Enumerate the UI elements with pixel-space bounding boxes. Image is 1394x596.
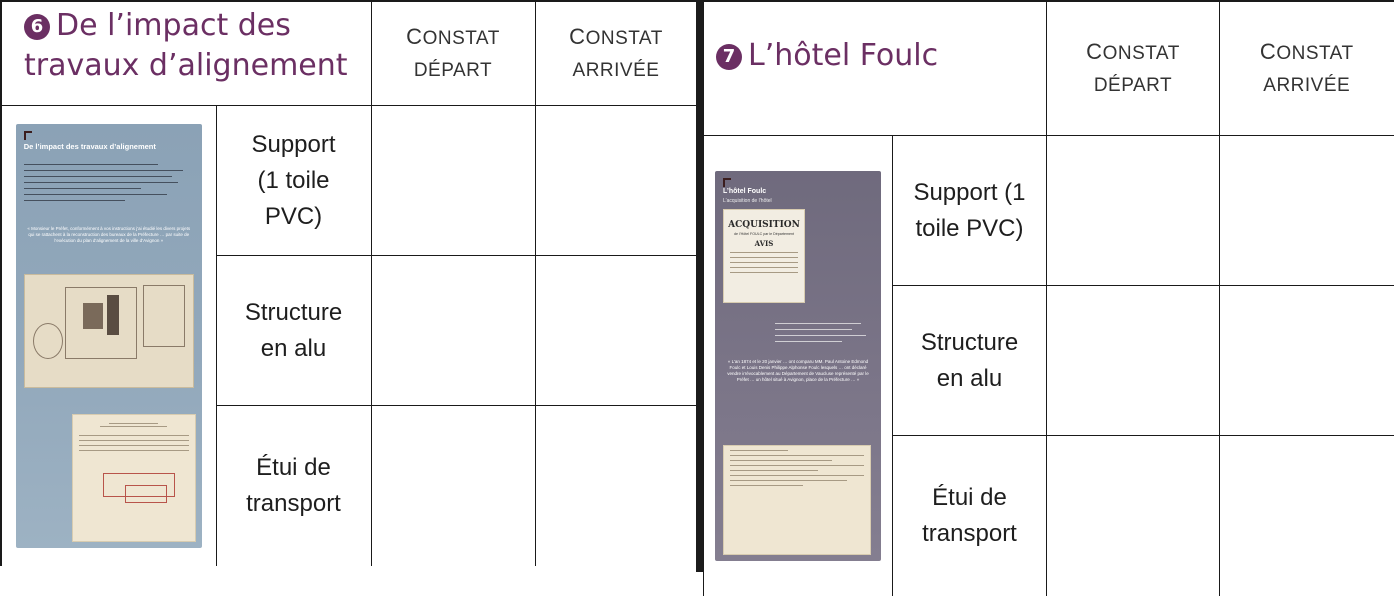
section-title-cell — [704, 1, 1047, 136]
poster-thumbnail — [715, 171, 881, 561]
number-badge-7: 7 — [716, 44, 742, 70]
header-word: ONSTAT — [423, 28, 500, 49]
label-line: Structure — [921, 329, 1018, 356]
poster-quote: « Monsieur le Préfet, conformément à vos instructions j’ai étudié les divers projets qui se rattachent à la reconstruction des bureaux de la Préfecture … par suite de l’exécution du plan d’alignement de la ville d’Avignon » — [24, 226, 194, 244]
check-cell-depart[interactable] — [371, 256, 535, 406]
column-header-constat-depart — [371, 1, 535, 106]
row-label-support — [216, 106, 371, 256]
label-line: (1 toile — [257, 167, 329, 194]
header-sub: DÉPART — [1094, 75, 1172, 96]
header-word: ONSTAT — [1103, 43, 1180, 64]
corner-mark — [723, 178, 731, 180]
header-word: ONSTAT — [586, 28, 663, 49]
column-header-constat-depart — [1047, 1, 1220, 136]
label-line: transport — [922, 520, 1017, 547]
column-header-constat-arrivee — [1220, 1, 1394, 136]
header-word: ONSTAT — [1276, 43, 1353, 64]
handwritten-text-image — [775, 317, 871, 347]
check-cell-arrivee[interactable] — [535, 256, 697, 406]
header-initial: C — [406, 24, 422, 49]
check-cell-depart[interactable] — [371, 106, 535, 256]
header-sub: ARRIVÉE — [573, 60, 660, 81]
check-cell-arrivee[interactable] — [1220, 136, 1394, 286]
manuscript-image — [723, 445, 871, 555]
check-cell-depart[interactable] — [1047, 286, 1220, 436]
header-sub: ARRIVÉE — [1263, 75, 1350, 96]
header-initial: C — [1260, 39, 1276, 64]
poster-image-cell — [704, 136, 893, 596]
poster-subtitle: L’acquisition de l’hôtel — [723, 198, 772, 204]
plan-image — [24, 274, 194, 388]
label-line: Étui de — [256, 454, 331, 481]
check-cell-arrivee[interactable] — [535, 406, 697, 567]
section-title: De l’impact des travaux d’alignement — [24, 8, 348, 83]
poster-image-cell — [1, 106, 216, 567]
row-label-etui — [216, 406, 371, 567]
label-line: toile PVC) — [915, 215, 1023, 242]
row-label-structure — [893, 286, 1047, 436]
row-label-support — [893, 136, 1047, 286]
document-image — [72, 414, 196, 542]
poster-title: De l’impact des travaux d’alignement — [24, 142, 156, 151]
header-initial: C — [1086, 39, 1102, 64]
check-cell-depart[interactable] — [371, 406, 535, 567]
panel-divider — [696, 0, 703, 572]
label-line: PVC) — [265, 203, 322, 230]
handwritten-text-image — [24, 158, 192, 206]
header-initial: C — [569, 24, 585, 49]
label-line: Support — [251, 131, 335, 158]
inventory-table-left — [0, 0, 696, 572]
poster-quote: « L’an 1874 et le 20 janvier … ont comparu MM. Paul Antoine Edmond Foulc et Louis Denis Philippe Alphonse Foulc lesquels … ont déclaré vendre irrévocablement au Département de Vaucluse représenté par le Préfet … un hôtel situé à Avignon, place de la Préfecture … » — [723, 359, 873, 383]
label-line: en alu — [261, 335, 326, 362]
poster-thumbnail — [16, 124, 202, 548]
column-header-constat-arrivee — [535, 1, 697, 106]
check-cell-arrivee[interactable] — [535, 106, 697, 256]
inventory-table-right — [703, 0, 1394, 572]
row-label-structure — [216, 256, 371, 406]
check-cell-arrivee[interactable] — [1220, 286, 1394, 436]
section-title-cell — [1, 1, 371, 106]
label-line: Structure — [245, 299, 342, 326]
label-line: Support (1 — [913, 179, 1025, 206]
notice-subheading: de l’Hôtel FOULC par le Département — [724, 232, 804, 236]
label-line: Étui de — [932, 484, 1007, 511]
poster-title: L’hôtel Foulc — [723, 188, 766, 195]
label-line: en alu — [937, 365, 1002, 392]
header-sub: DÉPART — [414, 60, 492, 81]
check-cell-depart[interactable] — [1047, 136, 1220, 286]
corner-mark — [24, 131, 32, 133]
notice-document-image — [723, 209, 805, 303]
notice-avis: AVIS — [724, 239, 804, 248]
number-badge-6: 6 — [24, 14, 50, 40]
notice-heading: ACQUISITION — [724, 220, 804, 230]
label-line: transport — [246, 490, 341, 517]
section-title: L’hôtel Foulc — [748, 38, 938, 73]
